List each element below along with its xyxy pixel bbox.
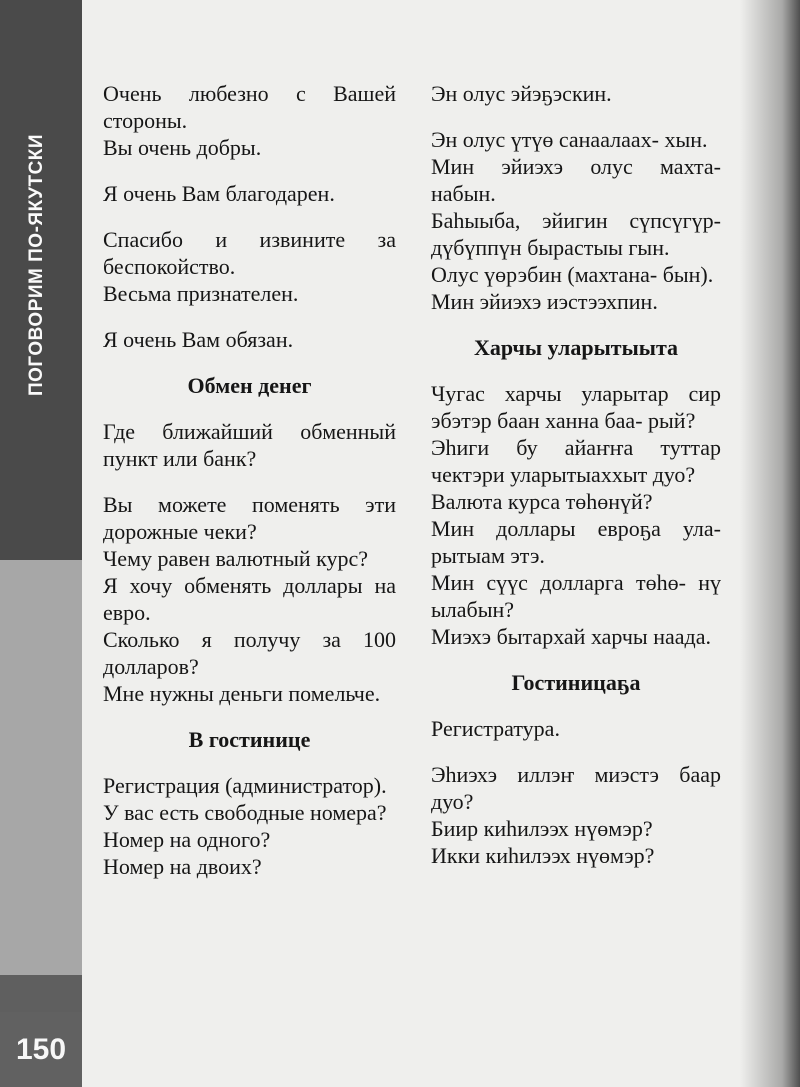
phrase: Весьма признателен. xyxy=(103,281,299,306)
phrase: Мне нужны деньги помельче. xyxy=(103,681,381,706)
phrase: Регистрация (администратор). xyxy=(103,773,387,798)
phrase: Я очень Вам благодарен. xyxy=(103,181,335,206)
phrase: Номер на двоих? xyxy=(103,854,262,879)
phrase: Эн олус үтүө санаалаах- хын. xyxy=(431,127,708,152)
phrase: Где ближайший обменный пункт или банк? xyxy=(103,419,396,471)
phrase: Номер на одного? xyxy=(103,827,271,852)
phrase: Я очень Вам обязан. xyxy=(103,327,294,352)
phrase: Баһыыба, эйигин сүпсүгүр- дүбүппүн бырастыы гын. xyxy=(431,208,721,260)
section-title-hotel: В гостинице xyxy=(188,727,311,752)
phrase: Эн олус эйэҕэскин. xyxy=(431,81,612,106)
phrase: Мин доллары евроҕа ула- рытыам этэ. xyxy=(431,516,721,568)
phrase: Чугас харчы уларытар сир эбэтэр баан ханна баа- рый? xyxy=(431,381,721,433)
russian-column xyxy=(103,80,396,880)
phrase: Икки киһилээх нүөмэр? xyxy=(431,843,655,868)
binding-shadow xyxy=(740,0,800,1087)
phrase: Я хочу обменять доллары на евро. xyxy=(103,573,396,625)
phrase: Валюта курса төһөнүй? xyxy=(431,489,653,514)
section-title-money: Обмен денег xyxy=(187,373,312,398)
phrase: Мин эйиэхэ иэстээхпин. xyxy=(431,289,658,314)
phrase: Сколько я получу за 100 долларов? xyxy=(103,627,396,679)
phrase: Спасибо и извините за беспокойство. xyxy=(103,227,396,279)
phrase: Мин сүүс долларга төһө- нү ылабын? xyxy=(431,570,721,622)
phrase: Вы очень добры. xyxy=(103,135,262,160)
phrase: Эһиэхэ иллэҥ миэстэ баар дуо? xyxy=(431,762,721,814)
phrase: Биир киһилээх нүөмэр? xyxy=(431,816,653,841)
phrase: Мин эйиэхэ олус махта- набын. xyxy=(431,154,721,206)
phrase: Эһиги бу айаҥҥа туттар чектэри уларытыаххыт дуо? xyxy=(431,435,721,487)
phrase: Олус үөрэбин (махтана- бын). xyxy=(431,262,714,287)
sakha-column xyxy=(431,80,721,869)
phrase: Вы можете поменять эти дорожные чеки? xyxy=(103,492,396,544)
running-header-text: ПОГОВОРИМ ПО-ЯКУТСКИ xyxy=(26,133,47,397)
lower-band xyxy=(0,560,82,975)
page-number: 150 xyxy=(0,1012,82,1087)
page-edge-strip xyxy=(0,0,82,1087)
phrase: У вас есть свободные номера? xyxy=(103,800,387,825)
section-title-hotel: Гостиницаҕа xyxy=(511,670,641,695)
phrase: Очень любезно с Вашей стороны. xyxy=(103,81,396,133)
section-title-money: Харчы уларытыыта xyxy=(473,335,679,360)
phrase: Регистратура. xyxy=(431,716,560,741)
phrase: Миэхэ бытархай харчы наада. xyxy=(431,624,711,649)
phrase: Чему равен валютный курс? xyxy=(103,546,369,571)
